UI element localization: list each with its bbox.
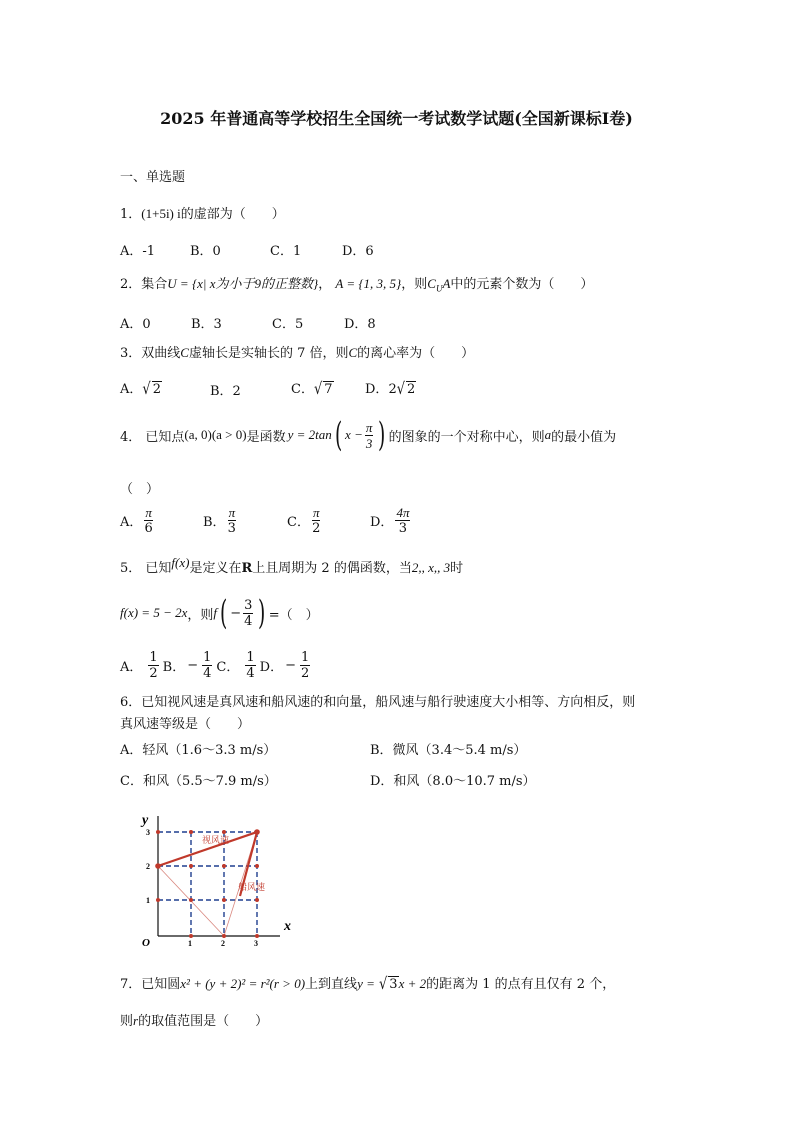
start-point [155, 863, 161, 869]
right-paren-icon: ) [258, 593, 266, 633]
denominator: 2 [312, 521, 321, 536]
stem-text: 是函数 [246, 429, 286, 445]
numerator: 1 [246, 650, 255, 665]
sqrt-icon: √ [313, 380, 323, 399]
denominator: 6 [144, 521, 153, 536]
math-expression: x − [345, 427, 363, 442]
option-c-fraction [245, 650, 255, 681]
math-function: y = 2tan [287, 427, 332, 442]
stem-text: 的最小值为 [551, 429, 617, 445]
right-paren-icon: ) [378, 415, 386, 455]
stem-text: =（ ） [268, 607, 319, 623]
fraction [312, 505, 321, 536]
stem-text: 中的元素个数为（ ） [450, 277, 594, 292]
stem-text: 3．双曲线 [120, 346, 181, 361]
stem-text: 虚轴长是实轴长的 7 倍，则 [188, 346, 349, 361]
section-heading: 一、单选题 [120, 170, 186, 185]
set-a: A = {1, 3, 5} [335, 276, 402, 291]
x-axis-label: x [284, 919, 291, 934]
end-point [254, 829, 260, 835]
question-2-option-b: B．3 [191, 317, 222, 332]
question-3-option-d [365, 378, 416, 397]
math-variable: r [133, 1013, 139, 1028]
question-2-option-d: D．8 [344, 317, 376, 332]
ship-wind-label: 船风速 [238, 883, 266, 893]
denominator: 2 [301, 666, 310, 681]
math-function: f(x) [171, 555, 190, 570]
coefficient: 2 [388, 382, 397, 397]
numerator: π [228, 505, 236, 520]
stem-text: 时 [450, 561, 464, 576]
apparent-wind-label: 视风速 [202, 836, 230, 846]
question-number: 2．集合 [120, 277, 168, 292]
question-3-stem [120, 342, 474, 361]
denominator: 4 [244, 613, 253, 629]
question-2-stem [120, 273, 593, 294]
question-1-option-a: A．-1 [120, 244, 156, 259]
question-4-option-b [203, 505, 238, 536]
question-4-option-c [287, 505, 322, 536]
question-2-option-a: A．0 [120, 317, 151, 332]
math-point: (a, 0)(a > 0) [184, 427, 247, 442]
question-1-option-b: B．0 [190, 244, 221, 259]
question-3-option-a [120, 378, 162, 397]
stem-text: 则 [120, 1014, 134, 1029]
option-label: D． [365, 382, 389, 397]
question-7-line-2 [120, 1010, 268, 1029]
numerator: 3 [244, 597, 253, 613]
fraction [243, 598, 253, 629]
option-label: C． [291, 382, 314, 397]
complement-set: A [442, 276, 451, 291]
question-6-line-1: 6．已知视风速是真风速和船风速的和向量，船风速与船行驶速度大小相等、方向相反，则 [120, 695, 636, 710]
real-set-symbol: R [241, 561, 253, 576]
question-6-option-c: C．和风（5.5～7.9 m/s） [120, 774, 277, 789]
question-5-line-2 [120, 593, 319, 633]
option-c-label: C． [216, 660, 240, 675]
minus-sign: − [187, 658, 199, 673]
radicand: 2 [407, 382, 416, 397]
complement-symbol: C [427, 276, 436, 291]
question-6-option-b: B．微风（3.4～5.4 m/s） [370, 743, 527, 758]
denominator: 4 [203, 666, 212, 681]
left-paren-icon: ( [334, 415, 343, 455]
question-1-stem [120, 203, 285, 222]
question-1-option-d: D．6 [342, 244, 374, 259]
numerator: 4π [396, 505, 410, 520]
denominator: 3 [398, 521, 408, 536]
stem-text: 上到直线 [305, 977, 358, 992]
option-a-label: A． [120, 660, 143, 675]
x-tick-2: 2 [221, 939, 225, 948]
option-b-label: B． [162, 660, 186, 675]
math-function: f [213, 605, 217, 620]
line-equation-lhs: y = [357, 976, 375, 991]
option-label: A． [120, 382, 143, 397]
y-tick-2: 2 [146, 862, 150, 871]
math-expression: f(x) = 5 − 2x [120, 605, 188, 620]
radicand: 3 [389, 977, 398, 992]
set-u: U = {x| x为小于9的正整数} [167, 276, 319, 291]
option-d-label: D． [259, 660, 284, 675]
denominator: 3 [365, 435, 373, 451]
question-number: 1． [120, 207, 142, 222]
stem-text: 的离心率为（ ） [357, 346, 475, 361]
question-5-options [120, 650, 312, 681]
fraction [395, 505, 410, 536]
y-tick-1: 1 [146, 896, 150, 905]
numerator: 1 [203, 650, 212, 665]
question-6-option-a: A．轻风（1.6～3.3 m/s） [120, 743, 277, 758]
denominator: 4 [246, 666, 255, 681]
fraction [228, 505, 237, 536]
fraction [144, 505, 153, 536]
x-tick-3: 3 [254, 939, 258, 948]
sqrt-icon: √ [142, 380, 151, 399]
numerator: π [145, 505, 152, 520]
option-a-fraction [148, 650, 158, 681]
line-equation-rhs: x + 2 [398, 976, 427, 991]
stem-text: 是定义在 [189, 561, 242, 576]
x-tick-1: 1 [188, 939, 192, 948]
option-label: D． [370, 515, 394, 530]
radicand: 7 [324, 382, 333, 397]
stem-text: ，则 [401, 277, 428, 292]
stem-text: 5． 已知 [120, 561, 172, 576]
sqrt-icon: √ [396, 380, 406, 399]
stem-text: ，则 [187, 607, 214, 623]
numerator: π [312, 505, 320, 520]
sqrt-icon: √ [379, 975, 388, 994]
complement-subscript: U [435, 283, 443, 294]
denominator: 2 [149, 666, 158, 681]
left-paren-icon: ( [219, 593, 228, 633]
option-label: A． [120, 515, 143, 530]
denominator: 3 [227, 521, 236, 536]
option-label: B． [203, 515, 226, 530]
question-7-line-1 [120, 973, 615, 992]
question-3-option-b: B．2 [210, 384, 241, 399]
numerator: π [365, 419, 373, 435]
question-5-stem [120, 557, 463, 576]
origin-label: O [142, 937, 150, 949]
stem-text: 的距离为 1 的点有且仅有 2 个， [426, 977, 616, 992]
math-condition: 2,, x,, 3 [411, 560, 451, 575]
circle-equation: x² + (y + 2)² = r²(r > 0) [180, 976, 306, 991]
fraction [365, 420, 374, 451]
math-expression: (1+5i) i [141, 206, 181, 221]
math-variable: C [180, 345, 189, 360]
wind-vector-figure [130, 806, 300, 951]
math-variable: C [348, 345, 358, 360]
question-4-answer-paren: （ ） [120, 482, 160, 497]
question-4-stem [120, 415, 617, 455]
stem-text: 的图象的一个对称中心，则 [388, 429, 545, 445]
stem-text: 4． 已知点 [120, 429, 185, 445]
stem-text: 7．已知圆 [120, 977, 181, 992]
question-4-option-a [120, 505, 155, 536]
question-2-option-c: C．5 [272, 317, 304, 332]
numerator: 1 [301, 650, 310, 665]
question-6-line-2: 真风速等级是（ ） [120, 717, 251, 732]
stem-text: 的虚部为（ ） [180, 207, 285, 222]
y-tick-3: 3 [146, 828, 150, 837]
stem-text: 上且周期为 2 的偶函数，当 [252, 561, 412, 576]
minus-sign: − [285, 658, 296, 673]
question-1-option-c: C．1 [270, 244, 302, 259]
minus-sign: − [230, 605, 242, 621]
question-3-option-c [291, 378, 334, 397]
stem-text: 的取值范围是（ ） [138, 1014, 269, 1029]
option-label: C． [287, 515, 310, 530]
radicand: 2 [152, 382, 161, 397]
page-title: 2025 年普通高等学校招生全国统一考试数学试题(全国新课标Ⅰ卷) [160, 109, 633, 128]
option-d-fraction [300, 650, 310, 681]
separator: ， [318, 277, 332, 292]
question-6-option-d: D．和风（8.0～10.7 m/s） [370, 774, 536, 789]
y-axis-label: y [142, 813, 149, 828]
question-4-option-d [370, 505, 412, 536]
option-b-fraction [202, 650, 212, 681]
numerator: 1 [149, 650, 158, 665]
math-variable: a [544, 427, 552, 442]
